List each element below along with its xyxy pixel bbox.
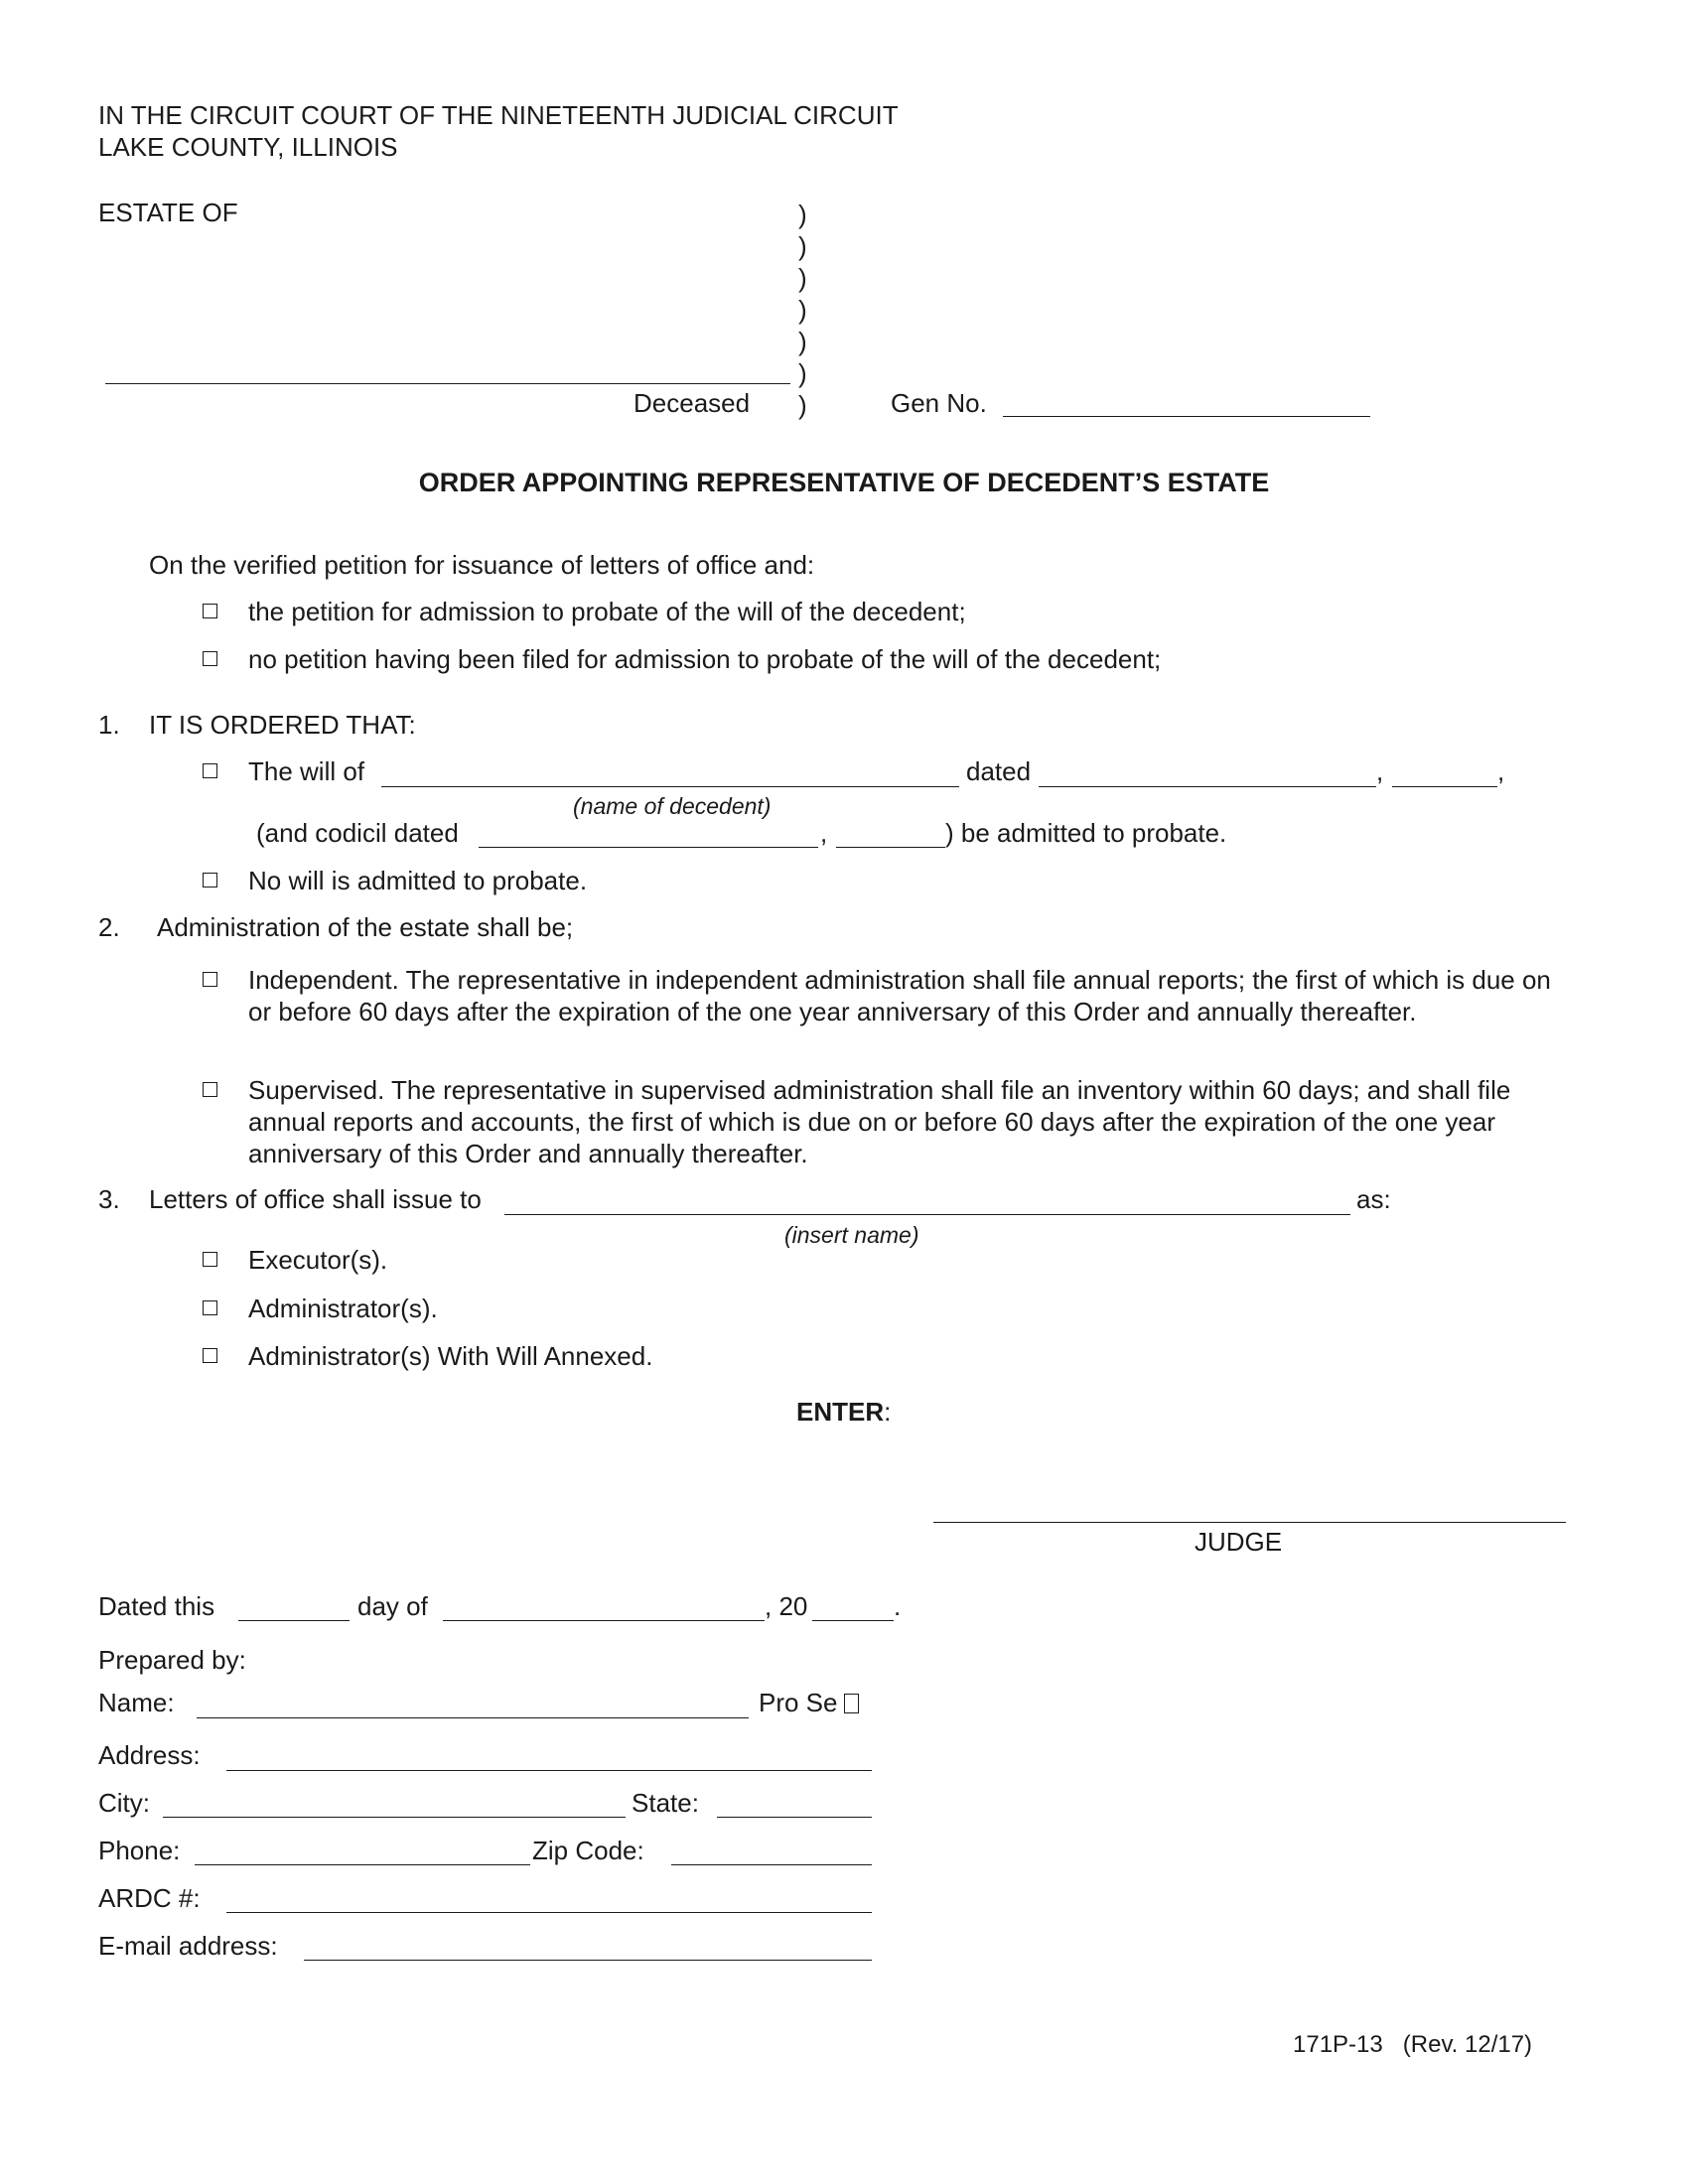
caption-paren: ) bbox=[798, 231, 807, 261]
codicil-year-field[interactable] bbox=[836, 847, 945, 848]
option-administrator-will-annexed: Administrator(s) With Will Annexed. bbox=[248, 1341, 653, 1371]
day-of-label: day of bbox=[357, 1591, 428, 1621]
email-label: E-mail address: bbox=[98, 1931, 278, 1961]
checkbox-administrator[interactable] bbox=[203, 1300, 217, 1315]
state-field[interactable] bbox=[717, 1817, 872, 1818]
year-prefix: , 20 bbox=[765, 1591, 808, 1621]
judge-signature-line[interactable] bbox=[933, 1522, 1566, 1523]
preparer-name-field[interactable] bbox=[197, 1717, 749, 1718]
intro-text: On the verified petition for issuance of letters of office and: bbox=[149, 550, 815, 580]
court-county: LAKE COUNTY, ILLINOIS bbox=[98, 132, 398, 162]
checkbox-independent[interactable] bbox=[203, 972, 217, 987]
caption-paren: ) bbox=[798, 390, 807, 420]
document-title: ORDER APPOINTING REPRESENTATIVE OF DECEDENT’S ESTATE bbox=[418, 468, 1270, 497]
zip-label: Zip Code: bbox=[532, 1836, 644, 1865]
dated-this-label: Dated this bbox=[98, 1591, 215, 1621]
codicil-admitted-text: ) be admitted to probate. bbox=[945, 818, 1227, 848]
checkbox-administrator-will-annexed[interactable] bbox=[203, 1348, 217, 1363]
option-no-petition: no petition having been filed for admission to probate of the will of the decedent; bbox=[248, 644, 1162, 674]
codicil-date-field[interactable] bbox=[479, 847, 818, 848]
comma: , bbox=[1497, 756, 1505, 786]
gen-no-label: Gen No. bbox=[891, 388, 987, 418]
city-field[interactable] bbox=[163, 1817, 626, 1818]
section-1-heading: IT IS ORDERED THAT: bbox=[149, 710, 416, 740]
no-will-text: No will is admitted to probate. bbox=[248, 866, 588, 895]
decedent-name-field[interactable] bbox=[105, 383, 790, 384]
checkbox-no-petition[interactable] bbox=[203, 651, 217, 666]
address-field[interactable] bbox=[226, 1770, 872, 1771]
representative-name-field[interactable] bbox=[504, 1214, 1350, 1215]
will-decedent-name-field[interactable] bbox=[381, 786, 959, 787]
deceased-label: Deceased bbox=[633, 388, 751, 418]
period: . bbox=[894, 1591, 902, 1621]
section-3-number: 3. bbox=[98, 1184, 120, 1214]
ardc-field[interactable] bbox=[226, 1912, 872, 1913]
judge-label: JUDGE bbox=[1195, 1527, 1283, 1557]
name-label: Name: bbox=[98, 1688, 175, 1717]
form-number: 171P-13 (Rev. 12/17) bbox=[1293, 2031, 1533, 2058]
checkbox-supervised[interactable] bbox=[203, 1082, 217, 1097]
option-will-petition: the petition for admission to probate of the will of the decedent; bbox=[248, 597, 966, 626]
checkbox-no-will[interactable] bbox=[203, 873, 217, 887]
court-name: IN THE CIRCUIT COURT OF THE NINETEENTH JUDICIAL CIRCUIT bbox=[98, 100, 899, 130]
comma: , bbox=[1376, 756, 1384, 786]
caption-paren: ) bbox=[798, 295, 807, 325]
checkbox-will-petition[interactable] bbox=[203, 604, 217, 618]
section-1-number: 1. bbox=[98, 710, 120, 740]
caption-paren: ) bbox=[798, 200, 807, 229]
name-of-decedent-hint: (name of decedent) bbox=[573, 793, 772, 819]
day-field[interactable] bbox=[238, 1620, 350, 1621]
caption-paren: ) bbox=[798, 358, 807, 388]
month-field[interactable] bbox=[443, 1620, 765, 1621]
as-label: as: bbox=[1356, 1184, 1391, 1214]
pro-se-label: Pro Se bbox=[759, 1687, 859, 1718]
year-field[interactable] bbox=[812, 1620, 894, 1621]
will-year-field[interactable] bbox=[1392, 786, 1497, 787]
phone-label: Phone: bbox=[98, 1836, 181, 1865]
enter-label: ENTER: bbox=[796, 1397, 892, 1427]
section-2-heading: Administration of the estate shall be; bbox=[157, 912, 574, 942]
caption-paren: ) bbox=[798, 327, 807, 356]
prepared-by-label: Prepared by: bbox=[98, 1645, 246, 1675]
will-date-field[interactable] bbox=[1039, 786, 1376, 787]
comma: , bbox=[820, 818, 828, 848]
zip-field[interactable] bbox=[671, 1864, 872, 1865]
ardc-label: ARDC #: bbox=[98, 1883, 201, 1913]
section-2-number: 2. bbox=[98, 912, 120, 942]
insert-name-hint: (insert name) bbox=[784, 1222, 919, 1248]
checkbox-pro-se[interactable] bbox=[844, 1694, 859, 1713]
phone-field[interactable] bbox=[195, 1864, 530, 1865]
will-of-label: The will of bbox=[248, 756, 365, 786]
checkbox-executor[interactable] bbox=[203, 1252, 217, 1267]
letters-label: Letters of office shall issue to bbox=[149, 1184, 482, 1214]
will-dated-label: dated bbox=[966, 756, 1032, 786]
checkbox-will-admitted[interactable] bbox=[203, 763, 217, 778]
state-label: State: bbox=[632, 1788, 699, 1818]
codicil-label: (and codicil dated bbox=[256, 818, 459, 848]
independent-text: Independent. The representative in independent administration shall file annual reports; the first of which is due on or before 60 days after the expiration of the one year anniversary of this Order and annually thereafter. bbox=[248, 965, 1551, 1026]
estate-of-label: ESTATE OF bbox=[98, 198, 238, 227]
option-administrator: Administrator(s). bbox=[248, 1294, 438, 1323]
email-field[interactable] bbox=[304, 1960, 872, 1961]
address-label: Address: bbox=[98, 1740, 201, 1770]
city-label: City: bbox=[98, 1788, 150, 1818]
supervised-text: Supervised. The representative in supervised administration shall file an inventory within 60 days; and shall file annual reports and accounts, the first of which is due on or before 60 days after the expiration of the one year anniversary of this Order and annually thereafter. bbox=[248, 1075, 1511, 1168]
gen-no-field[interactable] bbox=[1003, 416, 1370, 417]
option-executor: Executor(s). bbox=[248, 1245, 388, 1275]
caption-paren: ) bbox=[798, 263, 807, 293]
